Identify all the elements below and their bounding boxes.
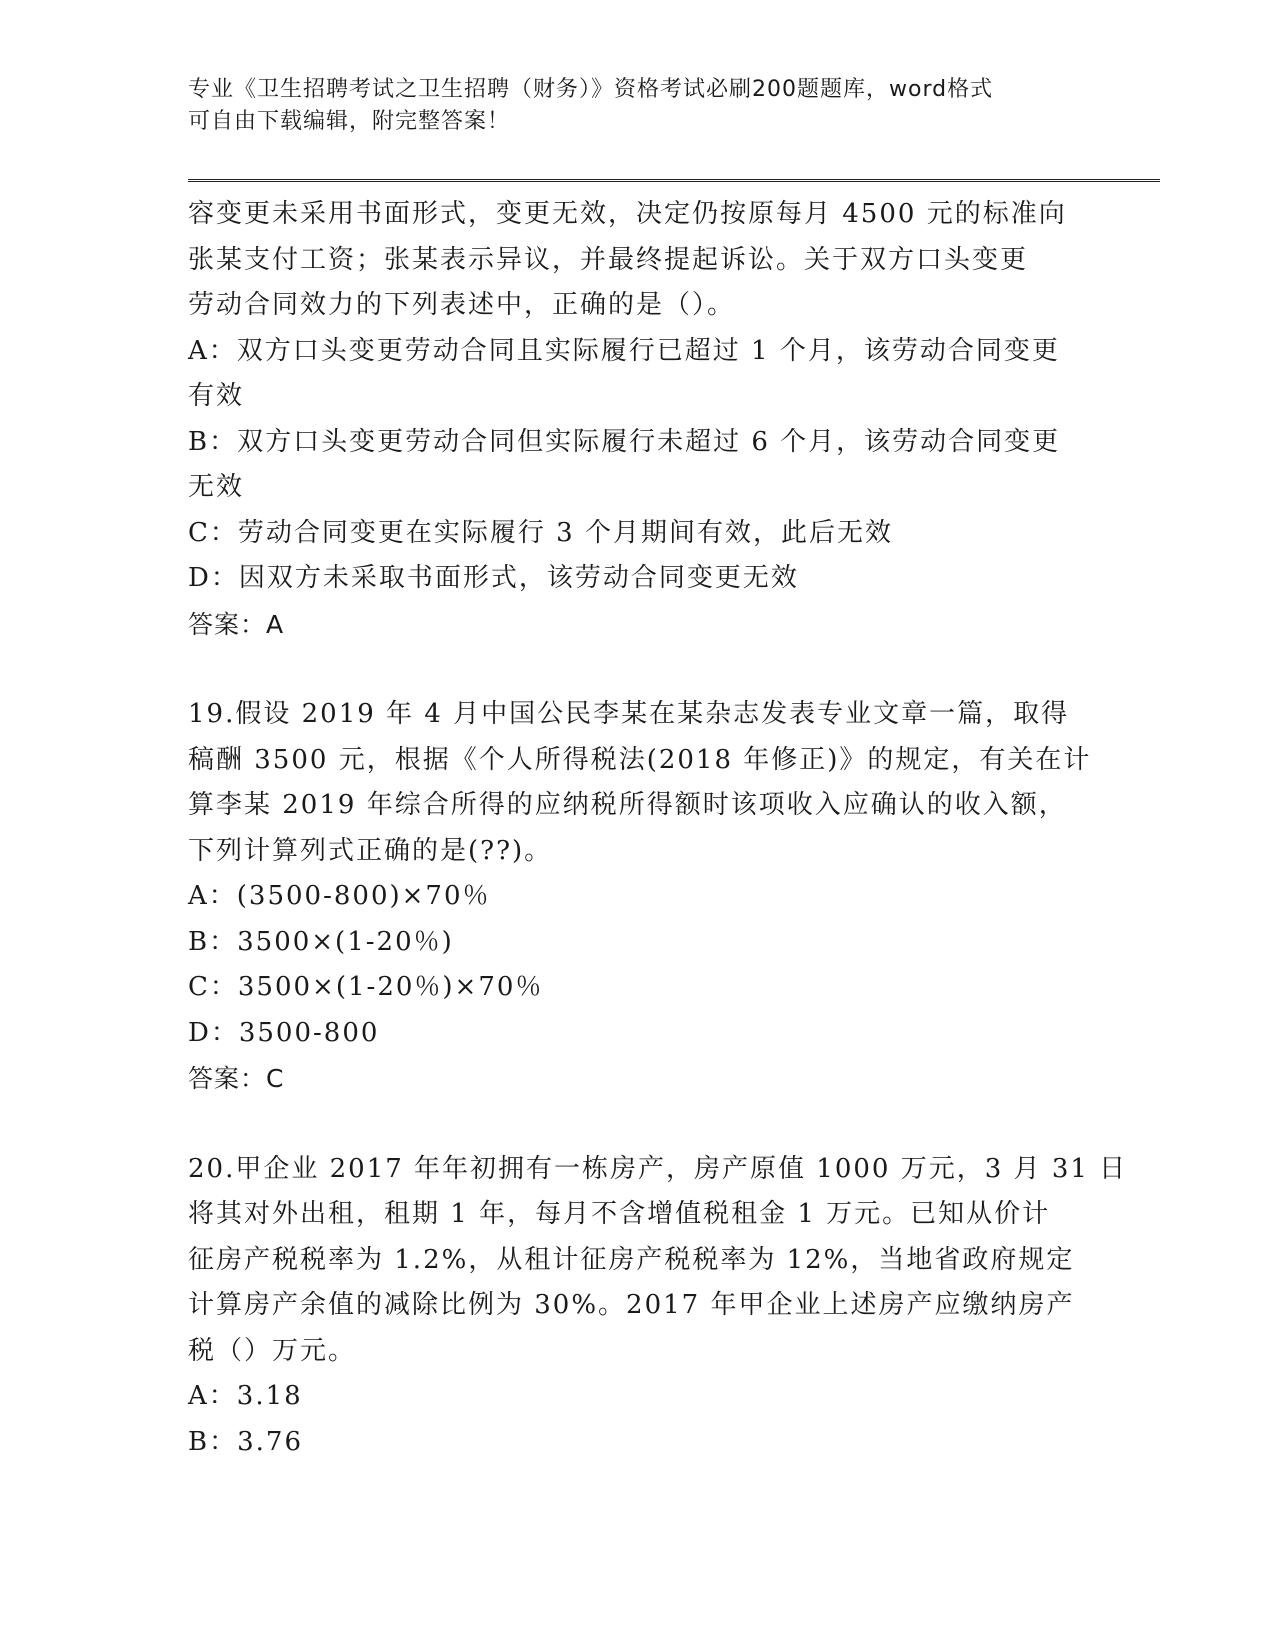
option-text-line: B：双方口头变更劳动合同但实际履行未超过 6 个月，该劳动合同变更 xyxy=(188,426,1061,457)
question-text-line: 计算房产余值的减除比例为 30%。2017 年甲企业上述房产应缴纳房产 xyxy=(188,1290,1075,1320)
question-19-option-a: A：(3500-800)×70％ xyxy=(188,881,491,911)
question-text-line: 20.甲企业 2017 年年初拥有一栋房产，房产原值 1000 万元，3 月 31 日 xyxy=(188,1153,1128,1184)
question-text-line: 征房产税税率为 1.2%，从租计征房产税税率为 12%，当地省政府规定 xyxy=(188,1244,1075,1275)
question-18-option-b xyxy=(188,420,1088,511)
question-text-line: 下列计算列式正确的是(??)。 xyxy=(188,835,553,866)
question-18-option-a xyxy=(188,329,1088,420)
question-text-line: 税（）万元。 xyxy=(188,1335,357,1366)
question-18-stem xyxy=(188,192,1088,329)
header-line-1: 专业《卫生招聘考试之卫生招聘（财务）》资格考试必刷200题题库，word格式 xyxy=(188,77,994,102)
option-text-line: 有效 xyxy=(188,381,245,411)
option-text-line: 无效 xyxy=(188,472,245,502)
question-18-option-d: D：因双方未采取书面形式，该劳动合同变更无效 xyxy=(188,563,799,593)
question-text-line: 19.假设 2019 年 4 月中国公民李某在某杂志发表专业文章一篇，取得 xyxy=(188,699,1070,729)
question-19-option-b: B：3500×(1-20％) xyxy=(188,926,454,957)
question-text-line: 将其对外出租，租期 1 年，每月不含增值税租金 1 万元。已知从价计 xyxy=(188,1199,1051,1229)
question-text-line: 劳动合同效力的下列表述中，正确的是（）。 xyxy=(188,290,736,320)
question-18-option-c: C：劳动合同变更在实际履行 3 个月期间有效，此后无效 xyxy=(188,517,893,548)
question-spacer xyxy=(188,647,1088,692)
document-header xyxy=(188,74,1068,138)
question-text-line: 张某支付工资；张某表示异议，并最终提起诉讼。关于双方口头变更 xyxy=(188,244,1029,275)
question-20-option-a: A：3.18 xyxy=(188,1381,303,1411)
question-text-line: 算李某 2019 年综合所得的应纳税所得额时该项收入应确认的收入额， xyxy=(188,790,1067,820)
question-19-option-c: C：3500×(1-20％)×70％ xyxy=(188,972,544,1002)
question-20-stem xyxy=(188,1147,1128,1375)
question-text-line: 稿酬 3500 元，根据《个人所得税法(2018 年修正)》的规定，有关在计 xyxy=(188,744,1092,775)
question-19-option-d: D：3500-800 xyxy=(188,1017,380,1048)
document-body xyxy=(188,192,1128,1465)
question-spacer xyxy=(188,1102,1088,1147)
question-18-answer: 答案：A xyxy=(188,609,285,639)
option-text-line: A：双方口头变更劳动合同且实际履行已超过 1 个月，该劳动合同变更 xyxy=(188,335,1060,366)
header-divider xyxy=(188,179,1160,182)
header-line-2: 可自由下载编辑，附完整答案！ xyxy=(188,109,511,134)
question-text-line: 容变更未采用书面形式，变更无效，决定仍按原每月 4500 元的标准向 xyxy=(188,199,1067,229)
question-19-answer: 答案：C xyxy=(188,1064,285,1093)
question-19-stem xyxy=(188,692,1092,874)
question-20-option-b: B：3.76 xyxy=(188,1426,303,1457)
